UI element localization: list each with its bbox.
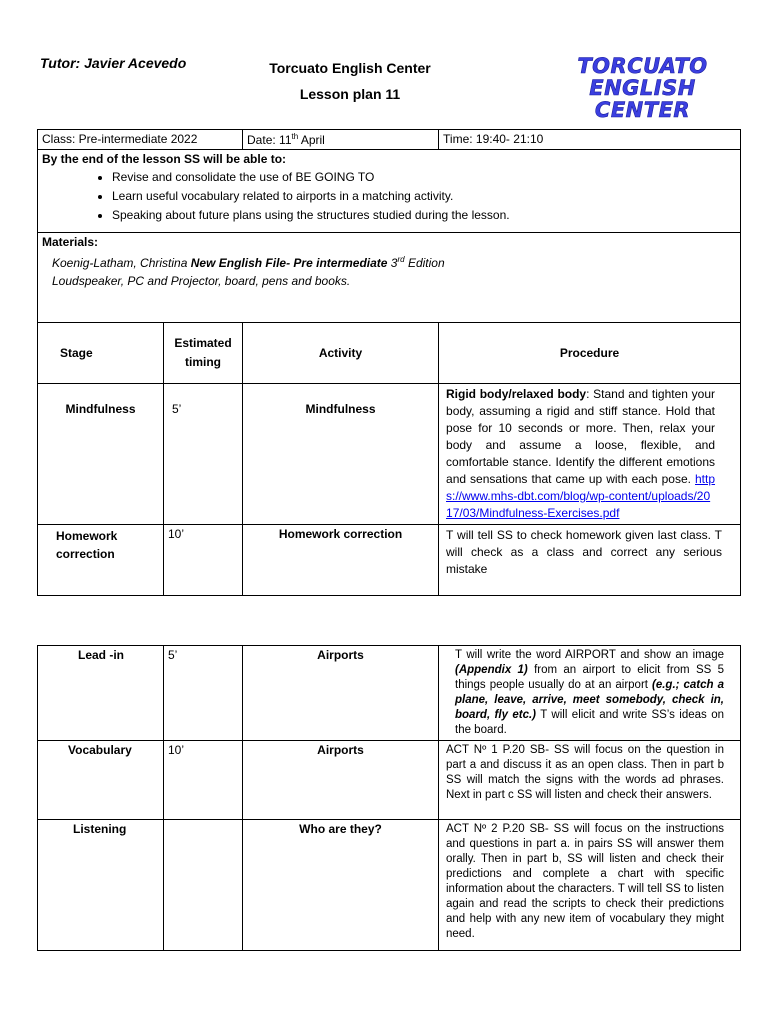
table-row bbox=[38, 820, 741, 951]
activity-cell: Homework correction bbox=[243, 525, 439, 596]
activity-cell: Airports bbox=[243, 741, 439, 820]
procedure-cell: ACT Nº 1 P.20 SB- SS will focus on the question in part a and discuss it as an open class. Then in part b SS will match the signs with the words ad phrases. Next in part c SS will listen and check their answers. bbox=[439, 741, 741, 820]
logo-line-2: ENGLISH bbox=[589, 76, 696, 100]
materials-book bbox=[42, 251, 736, 272]
time-cell bbox=[164, 820, 243, 951]
objectives-cell bbox=[38, 150, 741, 233]
stage-header: Stage bbox=[38, 323, 164, 384]
procedure-cell bbox=[439, 384, 741, 525]
tutor-name: Tutor: Javier Acevedo bbox=[40, 55, 187, 71]
table-row bbox=[38, 384, 741, 525]
stage-cell: Homework correction bbox=[38, 525, 164, 596]
procedure-cell: ACT Nº 2 P.20 SB- SS will focus on the instructions and questions in part a. in pairs SS will answer them orally. Then in part b, SS will listen and check their predictions and complete a chart with specific information about the characters. T will tell SS to listen again and read the scripts to check their predictions and help with any new item of vocabulary they might need. bbox=[439, 820, 741, 951]
torcuato-logo bbox=[560, 55, 725, 121]
objectives-list bbox=[42, 168, 736, 225]
book-edition-num: 3 bbox=[387, 256, 398, 270]
lesson-plan-table bbox=[37, 129, 741, 596]
date-prefix: Date: 11 bbox=[247, 133, 292, 147]
book-author: Koenig-Latham, Christina bbox=[52, 256, 191, 270]
stage-cell: Vocabulary bbox=[38, 741, 164, 820]
examples-text: (e.g.; catch a plane, leave, arrive, meet somebody, check in, board, fly etc.) bbox=[455, 679, 724, 721]
lesson-plan-table-continued bbox=[37, 645, 741, 951]
time-cell: 10’ bbox=[164, 525, 243, 596]
activity-cell: Mindfulness bbox=[243, 384, 439, 525]
date-suffix: April bbox=[298, 133, 325, 147]
objective-item: • Speaking about future plans using the structures studied during the lesson. bbox=[112, 206, 736, 225]
center-name: Torcuato English Center bbox=[269, 60, 431, 76]
procedure-bold: Rigid body/relaxed body bbox=[446, 387, 587, 401]
procedure-header: Procedure bbox=[439, 323, 741, 384]
table-row bbox=[38, 646, 741, 741]
time-cell: 5’ bbox=[164, 646, 243, 741]
book-edition-sup: rd bbox=[397, 255, 405, 264]
procedure-cell: T will tell SS to check homework given last class. T will check as a class and correct any serious mistake bbox=[439, 525, 741, 596]
objectives-row bbox=[38, 150, 741, 233]
logo-line-3: CENTER bbox=[594, 98, 691, 122]
stage-cell: Listening bbox=[38, 820, 164, 951]
book-title: New English File- Pre intermediate bbox=[190, 256, 388, 270]
materials-equipment: Loudspeaker, PC and Projector, board, pens and books. bbox=[52, 274, 351, 288]
activity-cell: Who are they? bbox=[243, 820, 439, 951]
class-cell: Class: Pre-intermediate 2022 bbox=[38, 130, 243, 150]
appendix-ref: (Appendix 1) bbox=[455, 664, 528, 676]
logo-line-1: TORCUATO bbox=[577, 54, 708, 78]
table-row bbox=[38, 741, 741, 820]
time-cell: 10’ bbox=[164, 741, 243, 820]
objective-item: • Learn useful vocabulary related to airports in a matching activity. bbox=[112, 187, 736, 206]
stage-cell: Lead -in bbox=[38, 646, 164, 741]
mindfulness-link[interactable]: https://www.mhs-dbt.com/blog/wp-content/uploads/2017/03/Mindfulness-Exercises.pdf bbox=[446, 472, 716, 520]
timing-header: Estimated timing bbox=[164, 323, 243, 384]
materials-heading: Materials: bbox=[42, 235, 99, 249]
lesson-title: Lesson plan 11 bbox=[299, 86, 401, 102]
stage-cell: Mindfulness bbox=[38, 384, 164, 525]
objective-item: • Revise and consolidate the use of BE GOING TO bbox=[112, 168, 736, 187]
procedure-text: T will elicit and write SS’s ideas on the board. bbox=[455, 709, 724, 736]
book-edition-word: Edition bbox=[404, 256, 445, 270]
activity-header: Activity bbox=[243, 323, 439, 384]
procedure-text: : Stand and tighten your body, assuming a rigid and stiff stance. Hold that pose for 10 seconds or more. Then, relax your body and assume a loose, flexible, and comfortable stance. Identify the different emotions and sensations that came up with each pose. bbox=[446, 387, 716, 486]
table-row bbox=[38, 525, 741, 596]
column-header-row bbox=[38, 323, 741, 384]
procedure-cell bbox=[439, 646, 741, 741]
header-center bbox=[240, 55, 460, 107]
date-cell bbox=[243, 130, 439, 150]
info-row bbox=[38, 130, 741, 150]
time-cell: Time: 19:40- 21:10 bbox=[439, 130, 741, 150]
materials-cell bbox=[38, 233, 741, 323]
materials-row bbox=[38, 233, 741, 323]
date-sup: th bbox=[291, 132, 299, 141]
activity-cell: Airports bbox=[243, 646, 439, 741]
procedure-text: from an airport to elicit from SS 5 things people usually do at an airport bbox=[455, 664, 724, 691]
procedure-text: T will write the word AIRPORT and show an image bbox=[455, 649, 724, 661]
objectives-heading: By the end of the lesson SS will be able to: bbox=[42, 152, 287, 166]
time-cell: 5’ bbox=[164, 384, 243, 525]
